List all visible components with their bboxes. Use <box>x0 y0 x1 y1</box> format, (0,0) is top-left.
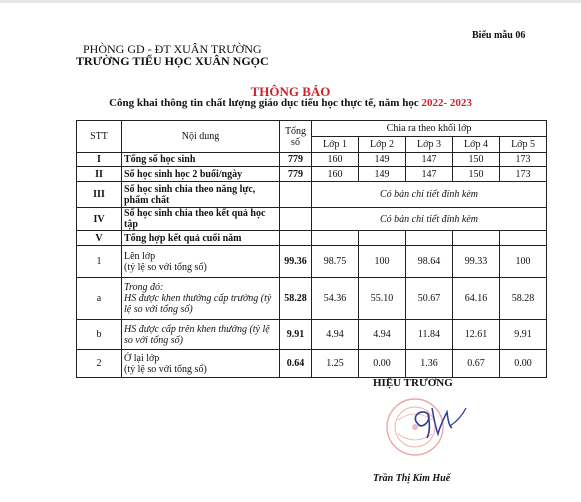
row-note: Có bản chi tiết đính kèm <box>312 182 547 208</box>
row-stt: III <box>77 182 122 208</box>
row-stt: 2 <box>77 350 122 378</box>
header-grade-4: Lớp 4 <box>453 137 500 153</box>
handwritten-signature-image <box>400 400 468 444</box>
department-name: PHÒNG GD - ĐT XUÂN TRƯỜNG <box>83 42 262 56</box>
row-content-line2: (tỷ lệ so với tổng số) <box>124 261 207 273</box>
row-content: HS được cấp trên khen thưởng (tỷ lệ so với tổng số) <box>122 320 280 350</box>
table-row <box>77 167 547 182</box>
row-grade-1: 1.25 <box>312 350 359 378</box>
row-grade-4: 99.33 <box>453 246 500 278</box>
row-content: Số học sinh học 2 buổi/ngày <box>122 167 280 182</box>
row-content <box>122 246 280 278</box>
row-grade-5: 173 <box>500 167 547 182</box>
row-grade-3: 98.64 <box>406 246 453 278</box>
header-stt: STT <box>77 121 122 153</box>
subtitle-text: Công khai thông tin chất lượng giáo dục tiểu học thực tế, năm học <box>109 97 419 109</box>
row-grade-5: 58.28 <box>500 278 547 320</box>
row-grade-3: 1.36 <box>406 350 453 378</box>
row-stt: II <box>77 167 122 182</box>
row-total <box>280 231 312 246</box>
row-grade-1: 160 <box>312 153 359 167</box>
row-grade-3: 50.67 <box>406 278 453 320</box>
row-content <box>122 278 280 320</box>
row-grade-5: 9.91 <box>500 320 547 350</box>
row-stt: b <box>77 320 122 350</box>
row-content: Tổng số học sinh <box>122 153 280 167</box>
header-grade-3: Lớp 3 <box>406 137 453 153</box>
header-content: Nội dung <box>122 121 280 153</box>
row-grade-5 <box>500 231 547 246</box>
row-total <box>280 182 312 208</box>
row-grade-4: 0.67 <box>453 350 500 378</box>
row-grade-1: 54.36 <box>312 278 359 320</box>
school-year: 2022- 2023 <box>421 97 472 109</box>
row-content: Số học sinh chia theo kết quả học tập <box>122 208 280 231</box>
row-grade-1 <box>312 231 359 246</box>
row-stt: IV <box>77 208 122 231</box>
row-grade-3 <box>406 231 453 246</box>
document-subtitle <box>0 97 581 109</box>
row-total: 0.64 <box>280 350 312 378</box>
row-grade-3: 11.84 <box>406 320 453 350</box>
row-grade-2: 149 <box>359 153 406 167</box>
row-grade-4: 12.61 <box>453 320 500 350</box>
header-total: Tổng số <box>280 121 312 153</box>
table-row <box>77 320 547 350</box>
table-row <box>77 153 547 167</box>
row-content <box>122 350 280 378</box>
row-grade-4: 150 <box>453 153 500 167</box>
row-grade-2: 0.00 <box>359 350 406 378</box>
row-grade-3: 147 <box>406 153 453 167</box>
table-row <box>77 278 547 320</box>
row-grade-3: 147 <box>406 167 453 182</box>
table-row <box>77 231 547 246</box>
quality-report-table <box>76 120 547 378</box>
table-header-row <box>77 121 547 137</box>
row-content: Tổng hợp kết quả cuối năm <box>122 231 280 246</box>
row-note: Có bản chi tiết đính kèm <box>312 208 547 231</box>
row-grade-1: 4.94 <box>312 320 359 350</box>
table-row <box>77 182 547 208</box>
table-row <box>77 208 547 231</box>
row-total: 779 <box>280 153 312 167</box>
signature-name: Trần Thị Kim Huế <box>373 473 451 484</box>
row-content-line2: (tỷ lệ so với tổng số) <box>124 363 207 375</box>
row-grade-2: 149 <box>359 167 406 182</box>
row-grade-2: 100 <box>359 246 406 278</box>
document-title: THÔNG BÁO <box>250 84 331 99</box>
signature-title: HIỆU TRƯỞNG <box>373 377 453 389</box>
row-grade-5: 0.00 <box>500 350 547 378</box>
school-name: TRƯỜNG TIỂU HỌC XUÂN NGỌC <box>76 54 269 68</box>
top-bar <box>0 0 581 3</box>
table-row <box>77 246 547 278</box>
header-breakdown: Chia ra theo khối lớp <box>312 121 547 137</box>
header-grade-1: Lớp 1 <box>312 137 359 153</box>
table-row <box>77 350 547 378</box>
row-total: 99.36 <box>280 246 312 278</box>
row-grade-5: 173 <box>500 153 547 167</box>
row-grade-4: 64.16 <box>453 278 500 320</box>
row-stt: I <box>77 153 122 167</box>
header-grade-2: Lớp 2 <box>359 137 406 153</box>
row-grade-2 <box>359 231 406 246</box>
row-grade-4: 150 <box>453 167 500 182</box>
row-grade-2: 55.10 <box>359 278 406 320</box>
row-grade-2: 4.94 <box>359 320 406 350</box>
row-stt: 1 <box>77 246 122 278</box>
row-stt: a <box>77 278 122 320</box>
form-number: Biểu mẫu 06 <box>472 30 526 41</box>
row-content-line1: Trong đó: <box>124 282 164 293</box>
row-stt: V <box>77 231 122 246</box>
row-content: Số học sinh chia theo năng lực, phẩm chất <box>122 182 280 208</box>
row-content-line1: Lên lớp <box>124 250 156 262</box>
row-grade-4 <box>453 231 500 246</box>
row-grade-1: 98.75 <box>312 246 359 278</box>
row-total: 9.91 <box>280 320 312 350</box>
row-total <box>280 208 312 231</box>
row-total: 58.28 <box>280 278 312 320</box>
row-content-line1: Ở lại lớp <box>124 352 160 364</box>
row-grade-5: 100 <box>500 246 547 278</box>
row-content-line2: HS được khen thưởng cấp trường (tỷ lệ so với tổng số) <box>124 293 272 315</box>
row-total: 779 <box>280 167 312 182</box>
row-grade-1: 160 <box>312 167 359 182</box>
header-grade-5: Lớp 5 <box>500 137 547 153</box>
